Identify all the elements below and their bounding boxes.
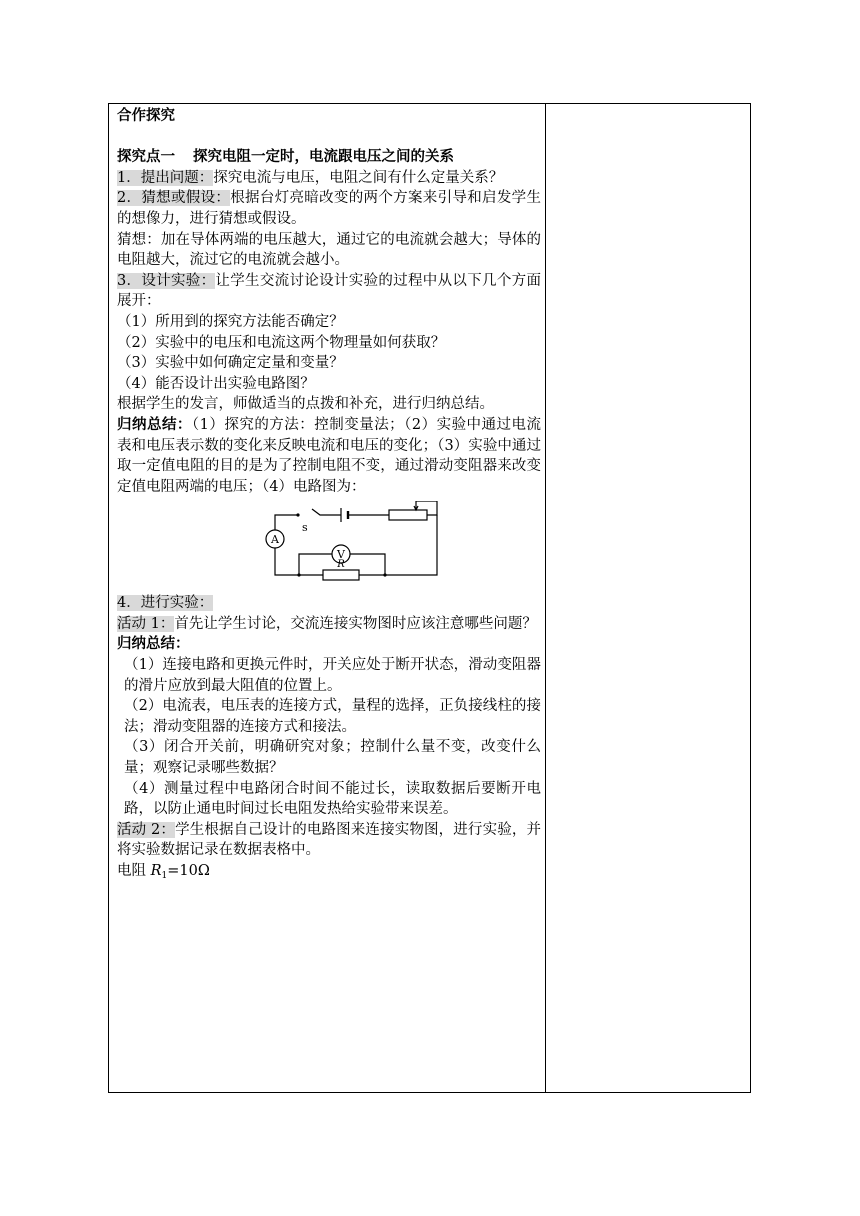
- step-4-label: 4．进行实验：: [117, 595, 214, 612]
- resistor: [323, 570, 359, 580]
- step-4: [117, 593, 541, 614]
- lesson-table: [108, 103, 751, 1093]
- switch-arm: [312, 509, 341, 515]
- step-3-label: 3．设计实验：: [117, 272, 216, 289]
- content-cell: [109, 104, 546, 1092]
- voltmeter-label: V: [337, 548, 345, 562]
- step-2: [117, 188, 541, 229]
- question-item: （3）实验中如何确定定量和变量？: [117, 355, 344, 372]
- topic-label: 探究点一: [117, 148, 175, 166]
- rheostat: [389, 510, 427, 520]
- summary-1-text: （1）探究的方法：控制变量法；（2）实验中通过电流表和电压表示数的变化来反映电流和电压的变化；（3）实验中通过取一定值电阻的目的是为了控制电阻不变，通过滑动变阻器来改变定值电阻两端的电压；（4）电路图为：: [117, 416, 541, 495]
- step-3-text: 让学生交流讨论设计实验的过程中从以下几个方面展开：: [117, 272, 541, 310]
- circuit-svg: [253, 501, 453, 585]
- summary-item: （4）测量过程中电路闭合时间不能过长，读取数据后要断开电路，以防止通电时间过长电阻发热给实验带来误差。: [124, 780, 541, 818]
- circuit-diagram: [117, 501, 541, 585]
- wire-top-left: [275, 515, 298, 530]
- summary-2-label: 归纳总结：: [117, 635, 190, 653]
- summary-1: [117, 415, 541, 497]
- section-heading: 合作探究: [117, 107, 175, 124]
- question-item: （4）能否设计出实验电路图？: [117, 375, 315, 392]
- question-item: （2）实验中的电压和电流这两个物理量如何获取？: [117, 334, 446, 351]
- step-2-text: 根据台灯亮暗改变的两个方案来引导和启发学生的想像力，进行猜想或假设。: [117, 190, 541, 227]
- teacher-note: 根据学生的发言，师做适当的点拨和补充，进行归纳总结。: [117, 396, 494, 413]
- summary-item: （1）连接电路和更换元件时，开关应处于断开状态，滑动变阻器的滑片应放到最大阻值的位置上。: [124, 657, 541, 694]
- activity-2-label: 活动 2：: [117, 821, 176, 838]
- activity-1: [117, 614, 541, 635]
- resistance-symbol: R: [150, 863, 162, 879]
- content-body: [117, 106, 541, 882]
- resistor-label: R: [337, 559, 345, 571]
- activity-2: [117, 820, 541, 861]
- resistance-prefix: 电阻: [117, 863, 151, 879]
- topic-title: [117, 147, 541, 168]
- hypothesis-text: 猜想：加在导体两端的电压越大，通过它的电流就会越大；导体的电阻越大，流过它的电流就会越小。: [117, 231, 541, 269]
- activity-2-text: 学生根据自己设计的电路图来连接实物图，进行实验，并将实验数据记录在数据表格中。: [117, 821, 541, 859]
- switch-contact: [296, 514, 299, 517]
- question-item: （1）所用到的探究方法能否确定？: [117, 313, 344, 330]
- activity-1-text: 首先让学生讨论，交流连接实物图时应该注意哪些问题？: [174, 615, 537, 632]
- step-2-label: 2．猜想或假设：: [117, 190, 231, 207]
- resistance-subscript: 1: [161, 871, 168, 881]
- summary-item: （2）电流表，电压表的连接方式，量程的选择，正负接线柱的接法；滑动变阻器的连接方式和接法。: [124, 698, 541, 735]
- switch-label: s: [302, 521, 308, 535]
- summary-item: （3）闭合开关前，明确研究对象；控制什么量不变，改变什么量；观察记录哪些数据？: [124, 739, 541, 777]
- junction-left: [297, 574, 300, 577]
- resistance-value: [117, 861, 541, 882]
- activity-1-label: 活动 1：: [117, 615, 175, 632]
- topic-text: 探究电阻一定时，电流跟电压之间的关系: [193, 148, 454, 166]
- summary-1-label: 归纳总结：: [117, 415, 192, 433]
- step-1-label: 1．提出问题：: [117, 169, 214, 186]
- step-1-text: 探究电流与电压，电阻之间有什么定量关系？: [213, 169, 504, 186]
- step-3: [117, 271, 541, 312]
- resistance-number: =10Ω: [167, 863, 210, 879]
- notes-cell: [546, 104, 750, 1092]
- ammeter-label: A: [271, 533, 279, 547]
- junction-right: [383, 574, 386, 577]
- step-1: [117, 168, 541, 189]
